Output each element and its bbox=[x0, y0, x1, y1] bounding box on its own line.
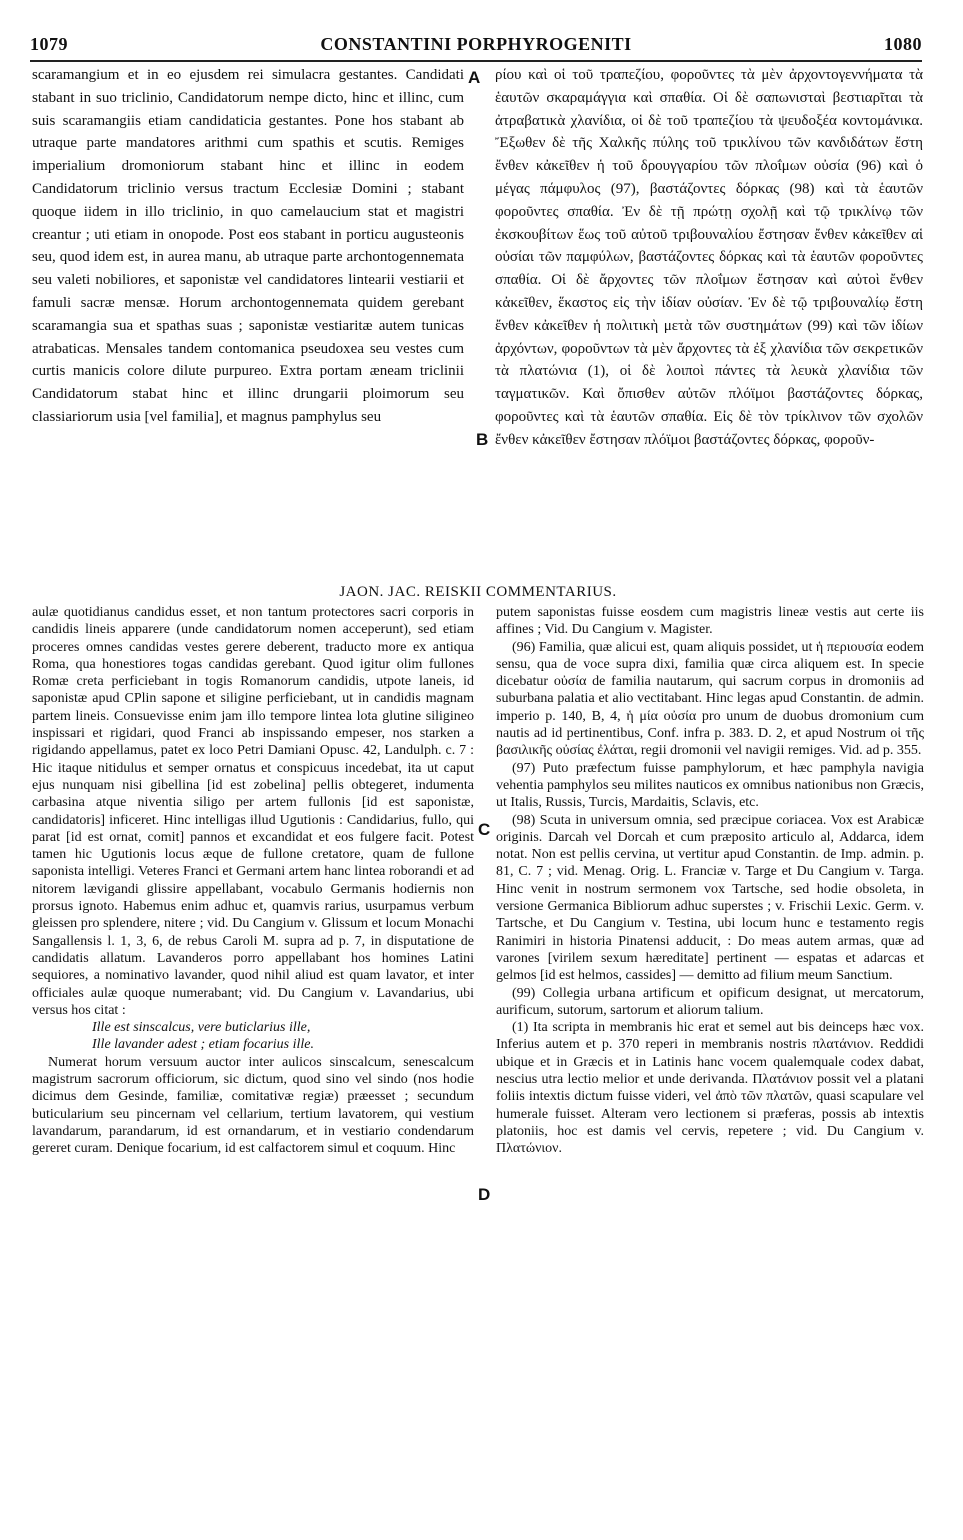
commentary-paragraph: Numerat horum versuum auctor inter aulicos sinscalcum, senescalcum magistrum sacrorum officiorum, sic dictum, quod sino vel sindo (nos hodie dicimus dem Gesinde, familiæ, comitativæ regiæ) præesset ; secundum buticularium seu pincernam vel cellarium, tertium lavatorem, qui vestium lavandarum, parandarum, id est ornandarum, et in vestiario condendarum gereret curam. Denique focarium, id est calfactorem simul et coquum. Hinc bbox=[32, 1054, 474, 1157]
commentary-right-column bbox=[496, 604, 924, 1516]
latin-text: scaramangium et in eo ejusdem rei simulacra gestantes. Candidati stabant in suo triclinio, Candidatorum nempe dicto, hinc et illinc, cum suis scaramangiis etiam candidaticia gestantes. Pone hos stabant ab utraque parte mandatores arithmi cum spathis et scutis. Remiges imperialium dromoniorum stabant hinc et illinc in eodem Candidatorum triclinio versus tractum Ecclesiæ Domini ; stabant quoque iidem in illo triclinio, in quo camelaucium stat et magistri creantur ; uti etiam in onopode. Post eos stabant in porticu augusteonis seu, quod idem est, in aurea manu, ab utraque parte archontogennemata seu valeti nobiliores, et saponistæ vel candidatores lintearii vestiarii et famuli sacræ mensæ. Horum archontogennemata quidem gerebant scaramangia sua et spathas suas ; saponistæ vestiaritæ autem tunicas atrabaticas. Mensales tandem contomanica pseudoxea seu vestes cum curtis manicis colore dilute purpureo. Extra portam æneam triclinii Candidatorum stabat hinc et illinc drungarii ploimorum seu classiariorum usia [vel familia], et magnus pamphylus seu bbox=[32, 67, 464, 425]
note-98: (98) Scuta in universum omnia, sed præcipue coriacea. Vox est Arabicæ originis. Darcah vel Dorcah et cum præposito articulo al, Addarca, idem notat. Non est pellis cervina, ut vertitur apud Constantin. de Imp. admin. p. 81, C. 7 ; vid. Menag. Orig. L. Franciæ v. Targe et Du Cangium v. Targa. Hinc venit in nostrum sermonem vox Tartsche, sed hodie obsoleta, in versione Germanica Bibliorum adhuc superstes ; v. Frischii Lexic. Germ. v. Tartsche, et Du Cangium v. Testina, ubi locum hunc e testamento regis Ranimiri in historia Pinatensi adducit, : Do meas autem armas, quæ ad varones [virilem sexum hæreditate] pertinent — espatas et adarcas et gelmos [id est helmos, cassides] — demitto ad filium meum Sanctium. bbox=[496, 812, 924, 984]
commentary-left-column bbox=[32, 604, 474, 1516]
section-marker-d: D bbox=[478, 1185, 491, 1204]
verse-line: Ille est sinscalcus, vere buticlarius ille, bbox=[92, 1020, 311, 1036]
page-number-right: 1080 bbox=[884, 34, 922, 54]
header-rule bbox=[30, 60, 922, 62]
commentary-title: JAON. JAC. REISKII COMMENTARIUS. bbox=[339, 584, 617, 600]
note-96: (96) Familia, quæ alicui est, quam aliquis possidet, ut ἡ περιουσία eodem sensu, qua de voce supra dixi, familia quæ circa aliquem est. In specie dicebatur οὐσία de familia nautarum, qui sacrum corpus in dromoniis ad suburbana palatia et alio vectitabant. Hinc legas apud Constantin. de admin. imperio p. 140, B, 4, ἡ μία οὐσία pro unum de duobus dromonium cum nautis ad id pertinentibus, Conf. infra p. 383. D. 2, et apud Nostrum οἱ τῆς βασιλικῆς οὐσίας ἐλάται, regii dromonii vel navigii remiges. Vid. ad p. 355. bbox=[496, 639, 924, 759]
running-head: CONSTANTINI PORPHYROGENITI bbox=[320, 34, 632, 54]
section-marker-a: A bbox=[468, 68, 481, 87]
commentary-paragraph: aulæ quotidianus candidus esset, et non tantum protectores sacri corporis in candidis lineis apparere (unde candidatorum nomen acceperunt), sed etiam proceres omnes candidas vestes gerere deberent, traducto more ex antiqua Roma, qua honestiores togas candidas gerebant. Quod igitur olim fullones Romæ creta perficiebant in togis Romanorum candidis, utpote laneis, id saponistæ apud CPlin sapone et siligine perficiebant, ut in candidis magnam partem lineis. Consuevisse enim jam illo tempore lintea lota glutine siligineo inspissari et rigidari, quod Franci ab inspissando empeser, nos starken a rigidando appellamus, patet ex loco Petri Damiani Opusc. 42, Landulph. c. 7 : Hic itaque nitidulus et semper ornatus et conspicuus incedebat, ita ut caput ejus nunquam nisi gibellina [id est zobelina] pellis obtegeret, indumenta carbasina atque niventia siligo per artem fullonis [id est saponistæ, candidatoris] inficeret. Hinc intelligas illud Ugutionis : Candidarius, fullo, qui parat [id est ornat, comit] pannos et excandidat et eos fulgere facit. Potest tamen hic Ugutionis locus æque de fullone cretatore, quam de fullone saponista intelligi. Veteres Franci et Germani artem hanc lintea roborandi et ad nitorem lævigandi glissire appellabant, vocabulo Germanis hodiernis non prorsus ignoto. Habemus enim adhuc et, quamvis rarius, usurpamus verbum gleissen pro splendere, nitere ; vid. Du Cangium v. Glissum et locum Monachi Sangallensis l. 1, 3, 6, de rebus Caroli M. supra ad p. 7, in disputatione de candidatis allatum. Lavanderos porro appellabant hos homines Latini sequiores, a nominativo lavander, quod nihil aliud est quam lavator, et inter officiales aulæ quoque numerabant; vid. Du Cangium v. Lavandarius, ubi versus hos citat : bbox=[32, 605, 474, 1018]
note-1: (1) Ita scripta in membranis hic erat et semel aut bis deinceps hæc vox. Inferius autem et p. 370 reperi in membranis nostris πλατάνιον. Reddidi ubique et in Græcis et in Latinis hanc vocem qualemquale codex dabat, nescius utra lectio melior et unde derivanda. Πλατάνιον possit vel a platani foliis intextis dictum fuisse videri, vel ἀπὸ τῶν πλατῶν, quasi scapulare vel humerale fuisset. Alteram vero lectionem si præferas, possis ab intextis platoniis, hoc est damis vel cervis, repetere ; vid. Du Cangium v. Πλατώνιον. bbox=[496, 1020, 924, 1157]
latin-text-column bbox=[32, 64, 464, 584]
section-marker-b: B bbox=[476, 430, 489, 449]
greek-text-column bbox=[495, 64, 923, 584]
page-header bbox=[30, 34, 922, 58]
verse-line: Ille lavander adest ; etiam focarius ille. bbox=[92, 1037, 315, 1053]
commentary-paragraph: putem saponistas fuisse eosdem cum magistris lineæ vestis aut certe iis affines ; Vid. Du Cangium v. Magister. bbox=[496, 605, 924, 638]
section-marker-c: C bbox=[478, 820, 491, 839]
greek-text: ρίου καὶ οἱ τοῦ τραπεζίου, φοροῦντες τὰ μὲν ἀρχοντογεννήματα τὰ ἑαυτῶν σκαραμάγγια καὶ σπαθία. Οἱ δὲ σαπωνισταὶ βεστιαρῖται τὰ ἀτραβατικὰ χλανίδια, οἱ δὲ τοῦ τραπεζίου τὰ ψευδοξέα κοντομάνικα. Ἔξωθεν δὲ τῆς Χαλκῆς πύλης τοῦ τρικλίνου τῶν κανδιδάτων ἔστη ἔνθεν κἀκεῖθεν ἡ τοῦ δρουγγαρίου τῶν πλοΐμων οὐσία (96) καὶ ὁ μέγας πάμφυλος (97), βαστάζοντες δόρκας (98) καὶ τὰ ἑαυτῶν φοροῦντες σπαθία. Ἐν δὲ τῇ πρώτῃ σχολῇ καὶ τῷ τρικλίνῳ τῶν ἐκσκουβίτων ἕως τοῦ αὐτοῦ τριβουναλίου ἔστησαν ἔνθεν κἀκεῖθεν αἱ οὐσίαι τῶν παμφύλων, βαστάζοντες δόρκας καὶ τὰ ἑαυτῶν φοροῦντες σπαθία. Οἱ δὲ ἄρχοντες τῶν πλοΐμων ἔστησαν καὶ αὐτοὶ ἔνθεν κἀκεῖθεν, ἕκαστος εἰς τὴν ἰδίαν οὐσίαν. Ἐν δὲ τῷ τριβουναλίῳ ἔστη ἔνθεν κἀκεῖθεν ἡ πολιτικὴ μετὰ τῶν συστημάτων (99) καὶ τῶν ἰδίων ἀρχόντων, φοροῦντων τὰ μὲν ἄρχοντες τὰ ἐξ χλανίδια τῶν σεκρετικῶν τὰ πλατώνια (1), οἱ δὲ λοιποὶ πάντες τὰ λευκὰ χλανίδια τῶν ταγματικῶν. Καὶ ὄπισθεν αὐτῶν πλόϊμοι βαστάζοντες δόρκας, φοροῦντες καὶ τὰ ἑαυτῶν σπαθία. Εἰς δὲ τὸν τρίκλινον τῶν σχολῶν ἔνθεν κἀκεῖθεν ἔστησαν πλόϊμοι βαστάζοντες δόρκας, φοροῦν- bbox=[495, 67, 923, 448]
note-97: (97) Puto præfectum fuisse pamphylorum, et hæc pamphyla navigia vehentia pamphylos seu milites nauticos ex omnibus nationibus non Græcis, ut Italis, Russis, Turcis, Mardaitis, Sclavis, etc. bbox=[496, 760, 924, 811]
page-number-left: 1079 bbox=[30, 34, 68, 54]
note-99: (99) Collegia urbana artificum et opificum designat, ut mercatorum, aurificum, sutorum, sartorum et aliorum talium. bbox=[496, 985, 924, 1018]
